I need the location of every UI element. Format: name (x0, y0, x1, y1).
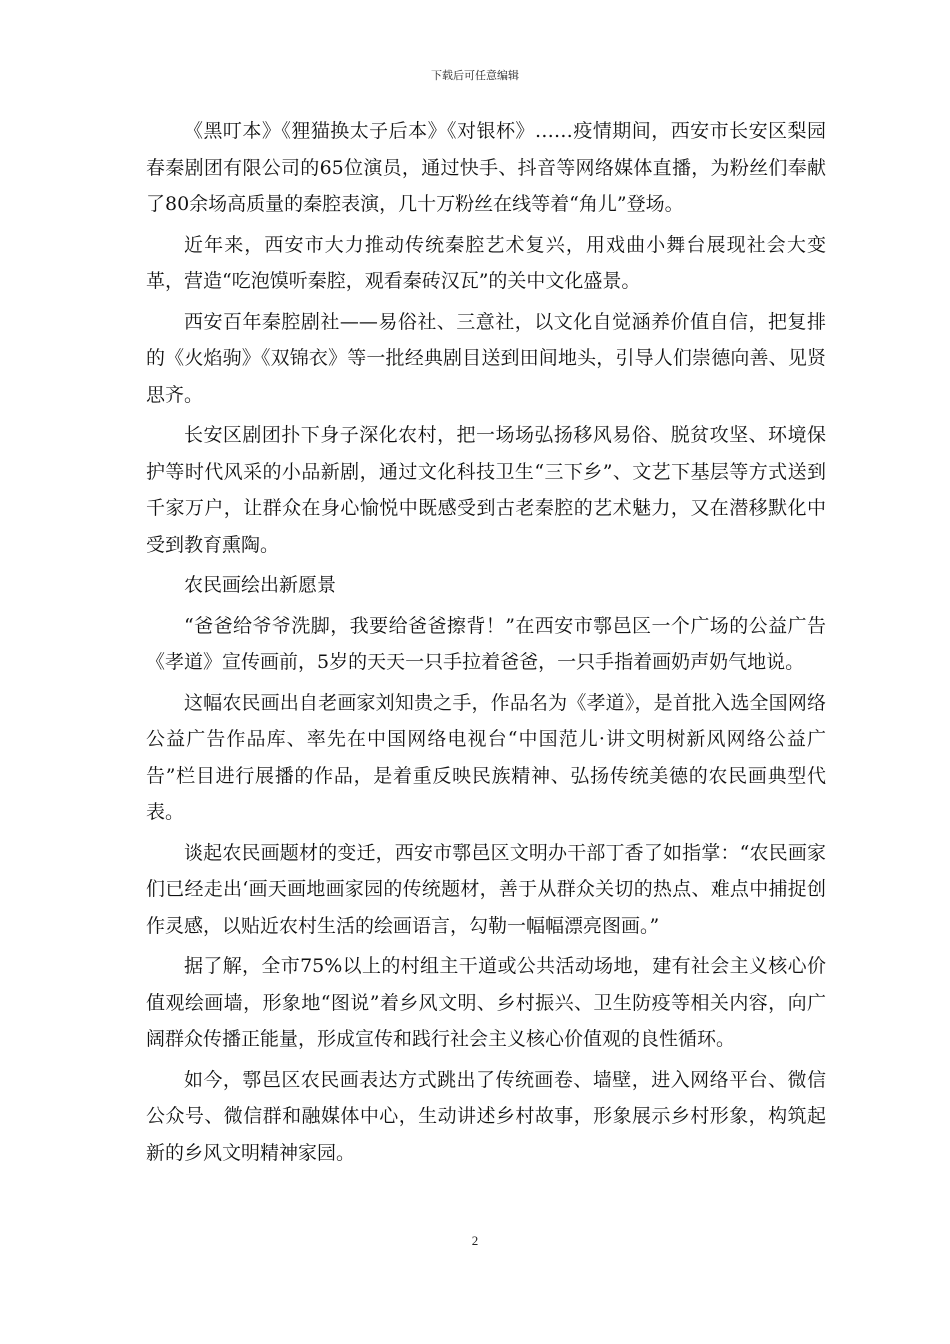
section-heading: 农民画绘出新愿景 (184, 574, 337, 596)
paragraph-2: 近年来，西安市大力推动传统秦腔艺术复兴，用戏曲小舞台展现社会大变革，营造“吃泡馍听秦腔，观看秦砖汉瓦”的关中文化盛景。 (146, 233, 826, 292)
page-header: 下载后可任意编辑 (431, 69, 519, 82)
paragraph-7: 谈起农民画题材的变迁，西安市鄠邑区文明办干部丁香了如指掌：“农民画家们已经走出‘画天画地画家园的传统题材，善于从群众关切的热点、难点中捕捉创作灵感，以贴近农村生活的绘画语言，勾勒一幅幅漂亮图画。” (146, 841, 826, 937)
paragraph-9: 如今，鄠邑区农民画表达方式跳出了传统画卷、墙壁，进入网络平台、微信公众号、微信群和融媒体中心，生动讲述乡村故事，形象展示乡村形象，构筑起新的乡风文明精神家园。 (146, 1068, 826, 1164)
paragraph-6: 这幅农民画出自老画家刘知贵之手，作品名为《孝道》，是首批入选全国网络公益广告作品库、率先在中国网络电视台“中国范儿·讲文明树新风网络公益广告”栏目进行展播的作品，是着重反映民族精神、弘扬传统美德的农民画典型代表。 (146, 691, 826, 823)
paragraph-8: 据了解，全市75%以上的村组主干道或公共活动场地，建有社会主义核心价值观绘画墙，形象地“图说”着乡风文明、乡村振兴、卫生防疫等相关内容，向广阔群众传播正能量，形成宣传和践行社会主义核心价值观的良性循环。 (146, 955, 826, 1050)
paragraph-4: 长安区剧团扑下身子深化农村，把一场场弘扬移风易俗、脱贫攻坚、环境保护等时代风采的小品新剧，通过文化科技卫生“三下乡”、文艺下基层等方式送到千家万户，让群众在身心愉悦中既感受到古老秦腔的艺术魅力，又在潜移默化中受到教育熏陶。 (146, 424, 826, 556)
page-number: 2 (471, 1233, 479, 1248)
paragraph-3: 西安百年秦腔剧社——易俗社、三意社，以文化自觉涵养价值自信，把复排的《火焰驹》《双锦衣》等一批经典剧目送到田间地头，引导人们崇德向善、见贤思齐。 (146, 310, 826, 406)
paragraph-1: 《黑叮本》《狸猫换太子后本》《对银杯》……疫情期间，西安市长安区梨园春秦剧团有限公司的65位演员，通过快手、抖音等网络媒体直播，为粉丝们奉献了80余场高质量的秦腔表演，几十万粉丝在线等着“角儿”登场。 (146, 120, 826, 215)
paragraph-5: “爸爸给爷爷洗脚，我要给爸爸擦背！”在西安市鄠邑区一个广场的公益广告《孝道》宣传画前，5岁的天天一只手拉着爸爸，一只手指着画奶声奶气地说。 (146, 614, 826, 673)
document-body (146, 113, 826, 1175)
